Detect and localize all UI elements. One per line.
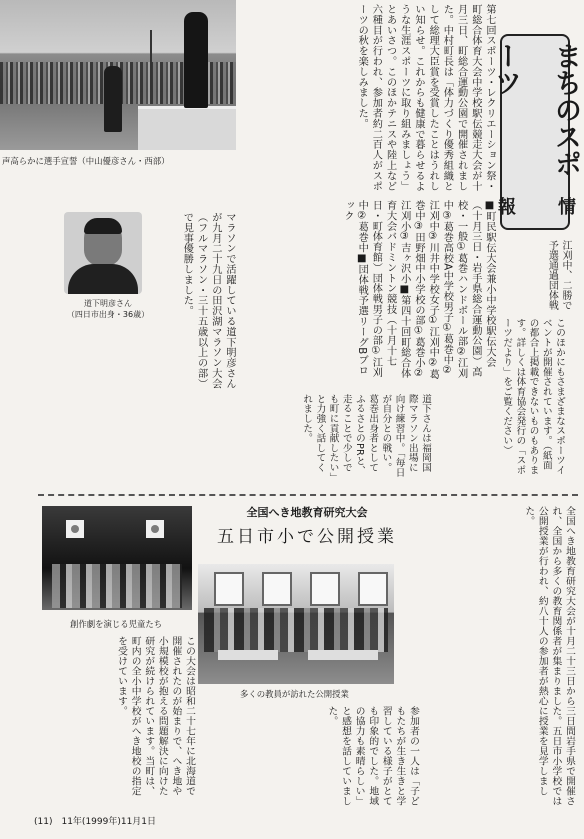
open-class-photo <box>198 564 394 684</box>
banner-title-main: まちのスポーツ <box>490 42 581 177</box>
banner-title-sub: 情報 <box>495 196 576 215</box>
window-shape <box>358 572 388 606</box>
portrait-caption-name: 道下明彦さん <box>84 299 132 308</box>
portrait-caption <box>58 298 158 320</box>
education-article-comment: 参加者の一人は「子どもたちが生き生きと学習している様子がとても印象的でした。地域の協力も素晴らしい」と感想を話していました。 <box>326 706 419 806</box>
education-article-history: この大会は昭和二十七年に北海道で開催されたのが始まりで、へき地や小規模校が抱える問題解決に向けた研究が続けられています。当町は、町内の全小中学校がへき地校の指定を受けています。 <box>116 636 195 796</box>
flag-right-shape <box>146 520 164 538</box>
window-shape <box>262 572 292 606</box>
sports-results-text: ■町民駅伝大会兼小中学校駅伝大会（十月三日・岩手県総合運動公園）高校・一般①葛巻ハンドボール部②江刈中③葛巻高校A中学校男子①葛巻中②江刈中③川井中学校女子①江刈中②葛巻中③田野畑中小学校の部①葛巻小②江刈小③吉ヶ沢小■第四十回町総合体育大会バドミントン競技（十月十七日・町体育館）団体戦男子の部①江刈中②葛巻中■団体戦予選リーグBブロック <box>341 200 495 380</box>
education-headline <box>196 502 418 560</box>
flagpole-shape <box>150 30 152 90</box>
banner-title <box>490 42 581 226</box>
marathon-article-continued: 道下さんは福岡国際マラソン出場に向け練習中。「毎日が自分との戦い。葛巻出身者としてふるさとのPRと、走ることで少しでも町に貢献したい」と力強く話してくれました。 <box>301 394 431 478</box>
portrait-caption-detail: （四日市出身・36歳） <box>66 310 150 319</box>
education-headline-title: 五日市小で公開授業 <box>217 527 397 547</box>
speaker-figure <box>184 12 208 108</box>
sports-article-intro: このほかにもさまざまなスポーツイベントが開催されています。（紙面の都合上掲載できないものもあります。詳しくは体育協会発行の「スポーツだより」をご覧ください） <box>501 318 565 475</box>
window-shape <box>214 572 244 606</box>
athlete-figure <box>104 66 122 132</box>
marathon-article-text: マラソンで活躍している道下明彦さんが九月二十九日の田沢湖マラソン大会（フルマラソン・三十五歳以上の部）で見事優勝しました。 <box>181 212 235 389</box>
stage-play-photo <box>42 506 192 610</box>
teachers-shape <box>204 608 388 652</box>
podium-shape <box>138 106 236 150</box>
flag-left-shape <box>66 520 84 538</box>
class-photo-caption: 多くの教員が訪れた公開授業 <box>240 689 349 699</box>
education-article-text: 全国へき地教育研究大会が十月二十三日から三日間岩手県で開催され、全国から多くの教育関係者が集まりました。五日市小学校では公開授業が行われ、約八十人の参加者が熱心に授業を見学しました。 <box>523 506 575 806</box>
michishita-portrait <box>64 212 142 294</box>
sports-article-text: 第七回スポーツ・レクリエーション祭・町総合体育大会中学校駅伝競走大会が十月三日、町総合運動公園で開催されました。中村町長は「体力づくり優秀組織として総理大臣賞を受賞したことはうれしい知らせ。これからも健康で暮らせるような生涯スポーツに取り組みましょう」とあいさつ。このほかテニスや陸上など六種目が行われ、参加者約二百人がスポーツの秋を楽しみました。 <box>356 4 495 192</box>
desk-shape <box>218 650 278 660</box>
sports-sidebar-text: 江刈中、二勝で予選通過団体戦 <box>546 240 571 310</box>
stage-photo-caption: 創作劇を演じる児童たち <box>70 619 163 629</box>
top-photo-caption: 声高らかに選手宣誓（中山優彦さん・西部） <box>2 156 170 166</box>
athlete-oath-photo <box>0 0 236 150</box>
sports-info-banner <box>490 34 581 230</box>
window-shape <box>310 572 340 606</box>
page-footer: (11) 11年(1999年)11月1日 <box>34 817 157 827</box>
section-divider <box>38 494 578 496</box>
children-shape <box>52 564 182 608</box>
portrait-hair <box>84 218 122 234</box>
education-headline-kicker: 全国へき地教育研究大会 <box>246 506 368 519</box>
portrait-body <box>68 264 138 294</box>
desk-shape <box>308 650 378 660</box>
